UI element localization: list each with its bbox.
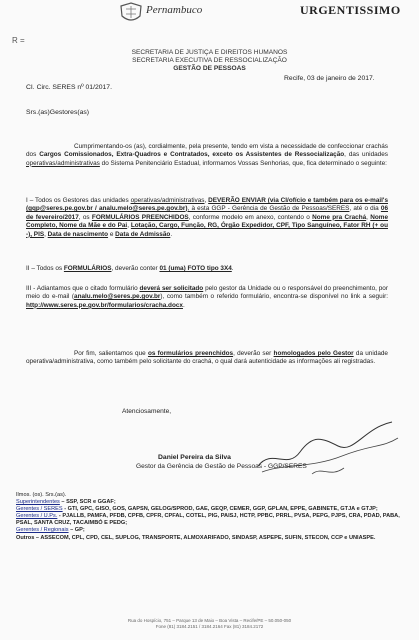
paragraph-item-2: II – Todos os FORMULÁRIOS, deverão conter 01 (uma) FOTO tipo 3X4. xyxy=(26,265,234,272)
distribution-up-managers: Gerentes / U.Ps. - PJALLB, PAMFA, PFDB, CPFB, CPFR, CPFAL, COTEL, PIG, PAISJ, HCTP, PPBC, PRRL, PVSA, PEPG, PJPS, CRA, PDAD, PABA, PSAL, SANTA CRUZ, TACAIMBÓ E PEDG; xyxy=(16,513,400,527)
paragraph-intro: Cumprimentando-os (as), cordialmente, pela presente, tendo em vista a necessidade de confeccionar crachás dos Cargos Comissionados, Extra-Quadros e Contratados, exceto os Assistentes de Ressocialização, das unidades operativas/administrativas do Sistema Penitenciário Estadual, informamos Vossas Senhorias, que, fica determinado o seguinte: xyxy=(26,143,388,167)
paragraph-item-1: I – Todos os Gestores das unidades operativas/administrativas, DEVERÃO ENVIAR (via CI/ofício e também para os e-mail's (gqp@seres.pe.gov.br / analu.melo@seres.pe.gov.br), à esta GGP - Gerência de Gestão de Pessoas/SERES, até o dia 06 de fevereiro/2017, os FORMULÁRIOS PREENCHIDOS, conforme modelo em anexo, contendo o Nome pra Crachá, Nome Completo, Nome da Mãe e do Pai, Lotação, Cargo, Função, RG, Órgão Expedidor, CPF, Tipo Sanguíneo, Fator RH (+ ou -), PIS, Data de nascimento e Data de Admissão. xyxy=(26,197,389,238)
margin-mark: R = xyxy=(12,36,25,45)
distribution-others: Outros – ASSECOM, CPL, CPD, CEL, SUPLOG, TRANSPORTE, ALMOXARIFADO, SINDASP, ASPEPE, SUFIN, STECON, CCP e UNIASPE. xyxy=(16,534,376,541)
paragraph-item-3: III - Adiantamos que o citado formulário deverá ser solicitado pelo gestor da Unidade ou o responsável do preenchimento, por meio do e-mail (analu.melo@seres.pe.gov.br), como também o referido formulário, encontra-se disponível no link a seguir: http://www.seres.pe.gov.br/formularios/cracha.docx. xyxy=(26,285,388,309)
distribution-regional-managers: Gerentes / Regionais – GP; xyxy=(16,527,85,534)
circular-number: CI. Circ. SERES nº 01/2017. xyxy=(26,84,112,91)
greeting: Srs.(as)Gestores(as) xyxy=(26,109,90,116)
urgency-stamp: URGENTISSIMO xyxy=(300,3,401,17)
distribution-intro: Ilmos. (os). Srs.(as). xyxy=(16,492,67,498)
distribution-superintendents: Superintendentes – SSP, SCR e GGAF; xyxy=(16,499,116,506)
distribution-seres-managers: Gerentes / SERES - GTI, GPC, GISO, GOS, GAPSN, GELOG/SPROD, GAE, GEQP, CEMER, GGP, GPLAN, EPPE, GABINETE, GTJA e GTJP; xyxy=(16,506,378,513)
department-line-3: GESTÃO DE PESSOAS xyxy=(173,65,246,72)
department-line-2: SECRETARIA EXECUTIVA DE RESSOCIALIZAÇÃO xyxy=(132,57,287,64)
state-coat-of-arms-icon xyxy=(118,2,144,24)
footer-address: Rua do Hospício, 751 – Parque 13 de Maio – Boa Vista – Recife/PE – 50.050-050 xyxy=(127,618,292,623)
department-line-1: SECRETARIA DE JUSTIÇA E DIREITOS HUMANOS xyxy=(131,49,288,56)
brand-text: Pernambuco xyxy=(146,4,203,16)
distribution-list xyxy=(16,492,406,542)
footer-phone: Fone (81) 3184.2151 / 3184.2164 Fax (81) 3184.2172 xyxy=(155,624,264,629)
form-link: http://www.seres.pe.gov.br/formularios/cracha.docx xyxy=(26,301,183,309)
closing-salutation: Atenciosamente, xyxy=(122,408,172,415)
paragraph-conclusion: Por fim, salientamos que os formulários preenchidos, deverão ser homologados pelo Gestor da unidade operativa/administrativa, como também pelo solicitante do crachá, o qual dará autenticidade as informações ali registradas. xyxy=(26,350,388,366)
date-line: Recife, 03 de janeiro de 2017. xyxy=(284,75,375,82)
signatory-role: Gestor da Gerência de Gestão de Pessoas - GGP/SERES xyxy=(136,463,307,470)
handwritten-signature xyxy=(252,408,402,483)
signatory-name: Daniel Pereira da Silva xyxy=(158,454,231,461)
